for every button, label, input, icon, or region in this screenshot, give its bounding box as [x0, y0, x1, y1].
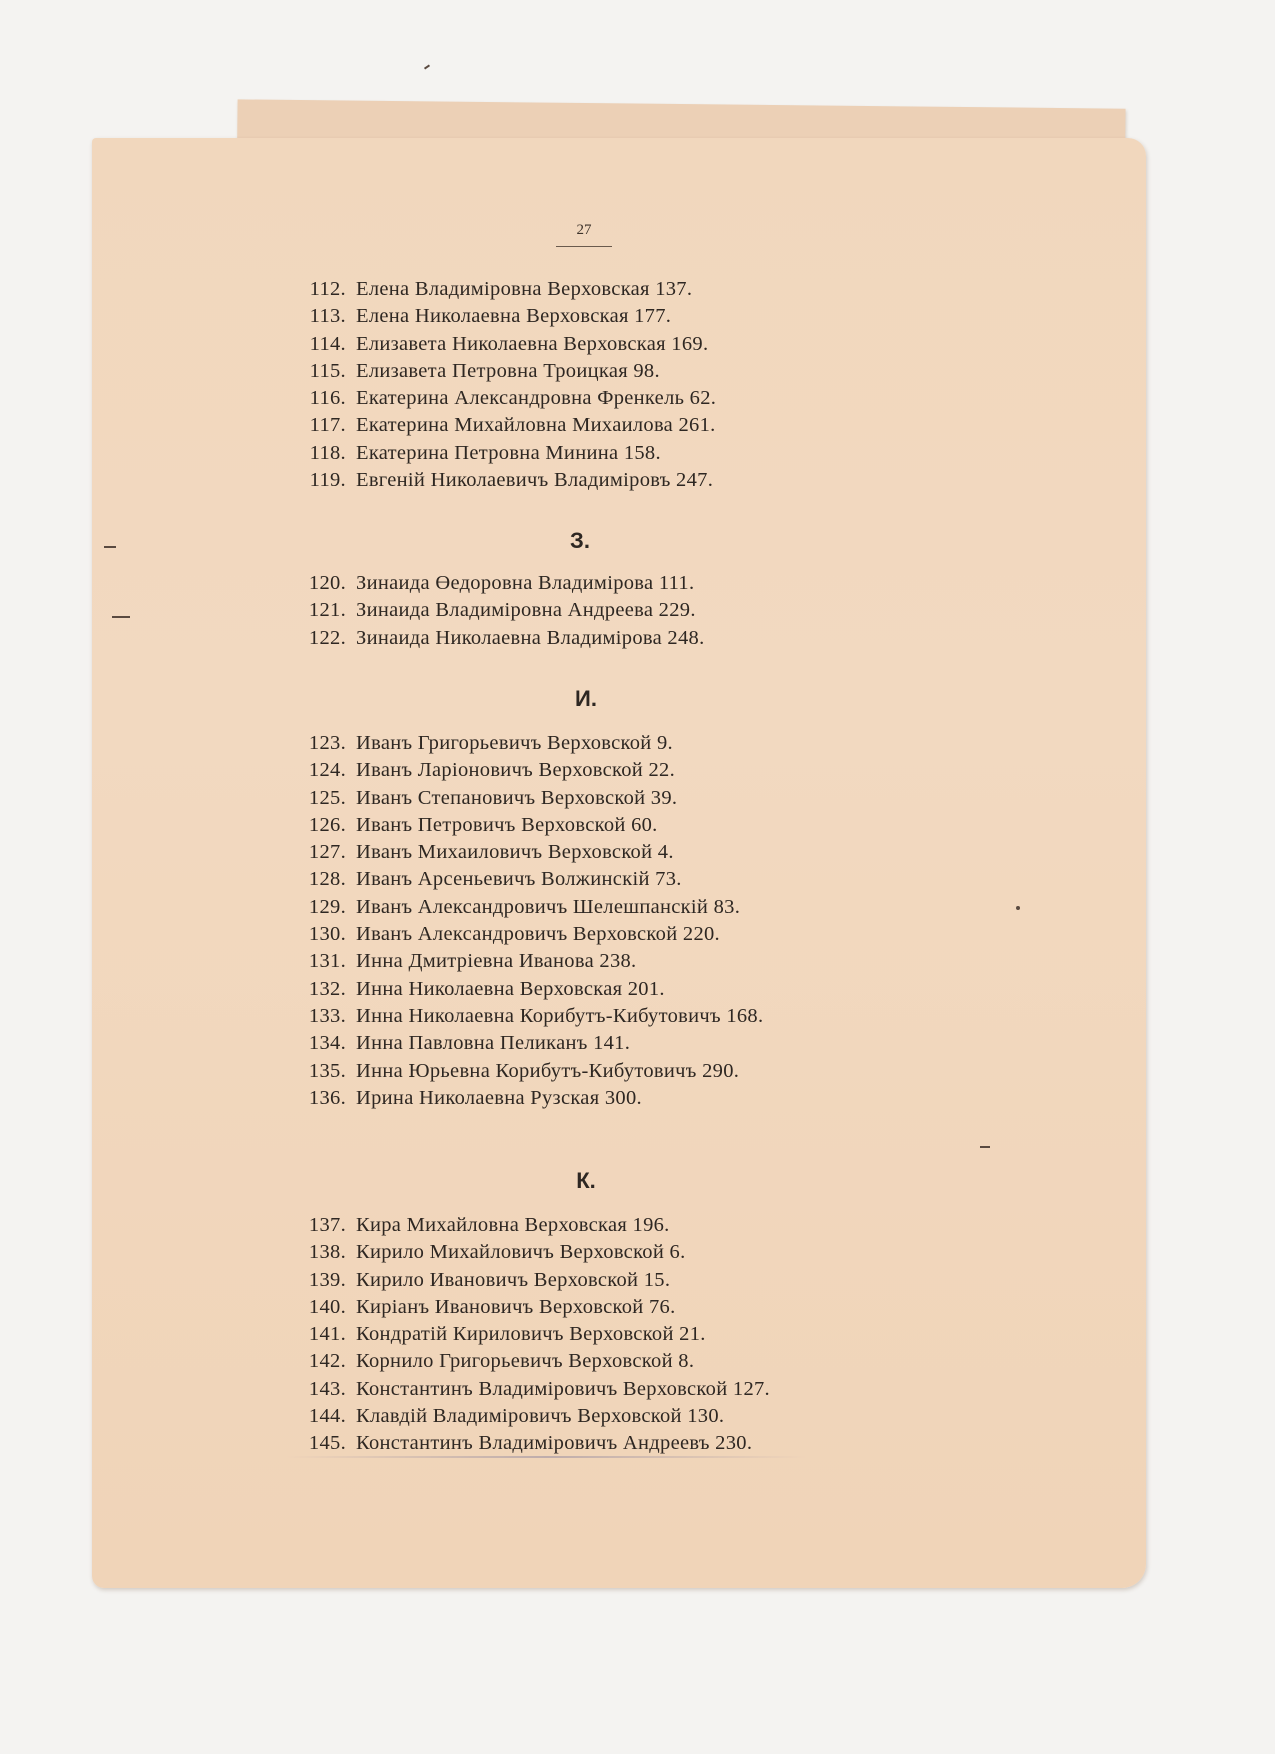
entry-text: Иванъ Александровичъ Верховской 220.: [356, 923, 720, 946]
list-item: [284, 866, 844, 893]
entry-number: 144.: [308, 1405, 346, 1428]
list-item: [284, 1212, 844, 1239]
section-letter-i: И.: [575, 686, 597, 711]
entry-number: 132.: [308, 977, 346, 1000]
list-item: [284, 730, 844, 757]
entry-text: Екатерина Александровна Френкель 62.: [356, 387, 717, 410]
speck: [1016, 906, 1020, 910]
entry-text: Иванъ Петровичъ Верховской 60.: [356, 813, 658, 836]
page-number: 27: [576, 222, 592, 238]
list-item: [284, 276, 844, 303]
list-item: [284, 894, 844, 921]
list-item: [284, 1267, 844, 1294]
entry-text: Иванъ Степановичъ Верховской 39.: [356, 786, 678, 809]
entry-number: 138.: [308, 1241, 346, 1264]
entry-text: Корнило Григорьевичъ Верховской 8.: [356, 1350, 695, 1373]
speck: [980, 1146, 990, 1148]
list-item: [284, 1376, 844, 1403]
fold-line: [286, 1456, 806, 1458]
list-item: [284, 467, 844, 494]
entry-number: 135.: [308, 1059, 346, 1082]
entry-number: 117.: [309, 414, 346, 437]
entry-number: 140.: [308, 1295, 346, 1318]
entry-text: Елизавета Николаевна Верховская 169.: [356, 332, 709, 355]
page-number-rule: [556, 246, 612, 247]
list-item: [284, 1294, 844, 1321]
entry-number: 130.: [308, 923, 346, 946]
list-item: [284, 976, 844, 1003]
list-item: [284, 812, 844, 839]
entry-text: Константинъ Владиміровичъ Андреевъ 230.: [356, 1432, 753, 1455]
list-item: [284, 440, 844, 467]
entry-number: 121.: [308, 599, 346, 622]
entry-number: 142.: [308, 1350, 346, 1373]
list-item: [284, 303, 844, 330]
entry-number: 116.: [309, 387, 346, 410]
list-item: [284, 1239, 844, 1266]
section-letter-k: К.: [576, 1168, 596, 1193]
entry-number: 112.: [309, 278, 346, 300]
entry-number: 139.: [308, 1268, 346, 1291]
entry-text: Зинаида Николаевна Владимірова 248.: [356, 626, 705, 649]
entry-number: 141.: [308, 1323, 346, 1346]
entry-list-z: [284, 570, 844, 652]
entry-list-k: [284, 1212, 844, 1458]
entry-number: 118.: [309, 441, 346, 464]
entry-text: Константинъ Владиміровичъ Верховской 127.: [356, 1377, 770, 1400]
entry-text: Иванъ Александровичъ Шелешпанскій 83.: [356, 895, 741, 918]
entry-text: Кирило Ивановичъ Верховской 15.: [356, 1268, 671, 1291]
list-item: [284, 1030, 844, 1057]
entry-number: 145.: [308, 1432, 346, 1455]
list-item: [284, 785, 844, 812]
entry-number: 120.: [308, 572, 346, 594]
entry-list-e: [284, 276, 844, 494]
entry-number: 136.: [308, 1086, 346, 1109]
entry-number: 133.: [308, 1004, 346, 1027]
entry-number: 114.: [309, 332, 346, 355]
entry-text: Инна Николаевна Корибутъ-Кибутовичъ 168.: [356, 1004, 764, 1027]
entry-number: 134.: [308, 1032, 346, 1055]
entry-text: Иванъ Михаиловичъ Верховской 4.: [356, 841, 674, 864]
entry-text: Ирина Николаевна Рузская 300.: [356, 1086, 642, 1109]
entry-number: 122.: [308, 626, 346, 649]
entry-number: 129.: [308, 895, 346, 918]
entry-text: Зинаида Өедоровна Владимірова 111.: [356, 572, 695, 594]
list-item: [284, 625, 844, 652]
entry-number: 126.: [308, 813, 346, 836]
list-item: [284, 1348, 844, 1375]
speck: [112, 616, 130, 618]
list-item: [284, 839, 844, 866]
list-item: [284, 385, 844, 412]
list-item: [284, 412, 844, 439]
list-item: [284, 948, 844, 975]
entry-number: 119.: [309, 469, 346, 492]
list-item: [284, 570, 844, 597]
entry-text: Кирило Михайловичъ Верховской 6.: [356, 1241, 686, 1264]
list-item: [284, 1058, 844, 1085]
entry-text: Елизавета Петровна Троицкая 98.: [356, 359, 660, 382]
entry-text: Евгеній Николаевичъ Владиміровъ 247.: [356, 469, 714, 492]
entry-text: Клавдій Владиміровичъ Верховской 130.: [356, 1405, 725, 1428]
section-letter-z: З.: [570, 528, 590, 553]
entry-number: 143.: [308, 1377, 346, 1400]
entry-text: Елена Николаевна Верховская 177.: [356, 305, 672, 328]
list-item: [284, 331, 844, 358]
entry-number: 128.: [308, 868, 346, 891]
entry-text: Кондратій Кириловичъ Верховской 21.: [356, 1323, 706, 1346]
entry-text: Екатерина Михайловна Михаилова 261.: [356, 414, 716, 437]
list-item: [284, 1003, 844, 1030]
entry-text: Инна Николаевна Верховская 201.: [356, 977, 665, 1000]
speck: [424, 64, 430, 69]
list-item: [284, 1430, 844, 1457]
entry-text: Иванъ Ларіоновичъ Верховской 22.: [356, 759, 676, 782]
list-item: [284, 921, 844, 948]
entry-number: 123.: [308, 732, 346, 754]
entry-number: 124.: [308, 759, 346, 782]
list-item: [284, 1403, 844, 1430]
entry-text: Инна Павловна Пеликанъ 141.: [356, 1032, 631, 1055]
entry-number: 125.: [308, 786, 346, 809]
entry-text: Иванъ Григорьевичъ Верховской 9.: [356, 732, 673, 754]
entry-text: Киріанъ Ивановичъ Верховской 76.: [356, 1295, 676, 1318]
list-item: [284, 358, 844, 385]
entry-text: Елена Владиміровна Верховская 137.: [356, 278, 693, 300]
entry-number: 115.: [309, 359, 346, 382]
list-item: [284, 757, 844, 784]
entry-number: 137.: [308, 1214, 346, 1236]
entry-text: Инна Дмитріевна Иванова 238.: [356, 950, 637, 973]
entry-text: Инна Юрьевна Корибутъ-Кибутовичъ 290.: [356, 1059, 740, 1082]
entry-text: Иванъ Арсеньевичъ Волжинскій 73.: [356, 868, 682, 891]
entry-number: 113.: [309, 305, 346, 328]
list-item: [284, 1321, 844, 1348]
entry-number: 131.: [308, 950, 346, 973]
entry-text: Екатерина Петровна Минина 158.: [356, 441, 661, 464]
entry-list-i: [284, 730, 844, 1112]
entry-number: 127.: [308, 841, 346, 864]
entry-text: Зинаида Владиміровна Андреева 229.: [356, 599, 696, 622]
list-item: [284, 1085, 844, 1112]
speck: [104, 546, 116, 548]
entry-text: Кира Михайловна Верховская 196.: [356, 1214, 670, 1236]
list-item: [284, 597, 844, 624]
